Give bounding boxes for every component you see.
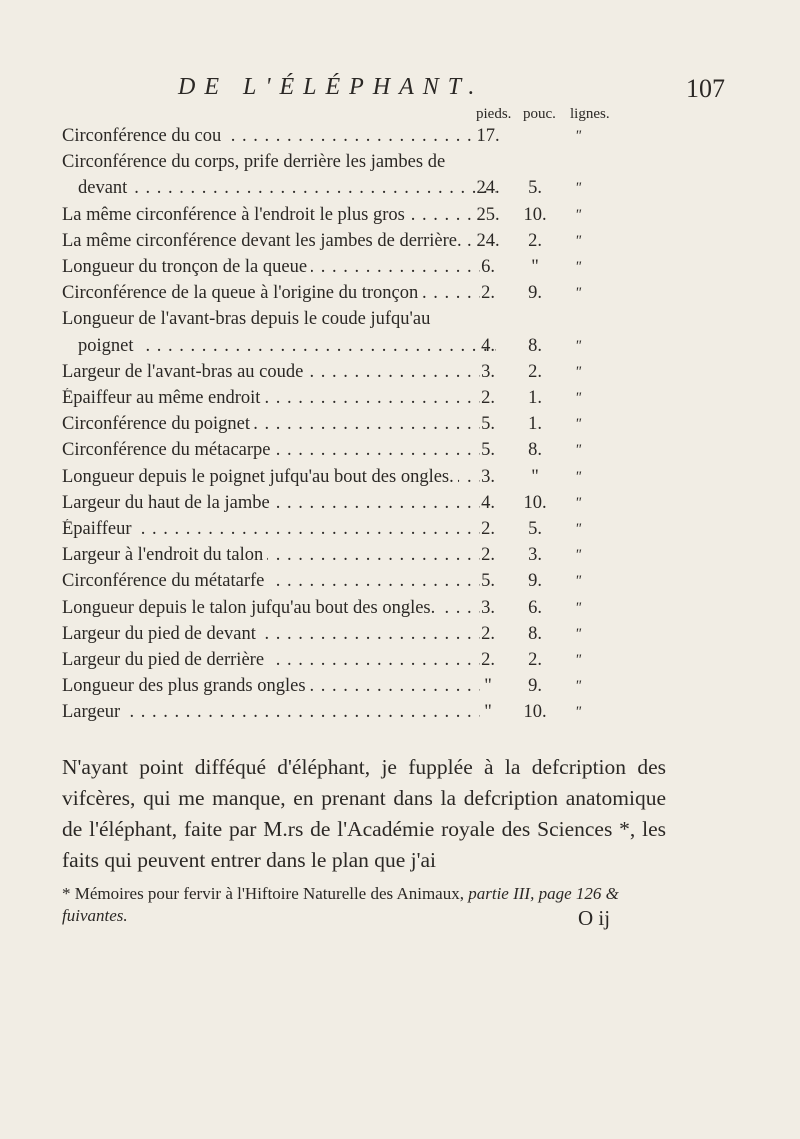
table-row (0, 126, 800, 152)
row-label (62, 545, 480, 566)
row-label (62, 467, 480, 488)
cell-pouc: 6. (528, 597, 542, 618)
row-label-text: poignet (78, 336, 138, 356)
row-label (62, 414, 480, 435)
row-label (62, 571, 480, 592)
row-label-text: Longueur depuis le talon jufqu'au bout des ongles. (62, 598, 439, 618)
row-label-text: Circonférence du métatarfe (62, 571, 268, 591)
table-row (0, 205, 800, 231)
table-row (0, 336, 800, 362)
cell-pouc: 5. (528, 519, 542, 539)
cell-pouc: 10. (523, 204, 547, 225)
row-label (62, 624, 480, 645)
cell-pouc: 9. (528, 571, 542, 592)
cell-pouc: 8. (528, 440, 542, 461)
cell-pieds: 2. (481, 623, 495, 644)
table-row (0, 414, 800, 440)
row-label (62, 519, 480, 540)
table-row (0, 467, 800, 493)
cell-pieds: 4. (481, 335, 495, 356)
row-label-text: Circonférence du métacarpe (62, 440, 275, 460)
table-row (0, 152, 800, 178)
cell-pieds: 3. (481, 466, 495, 487)
cell-pouc: 2. (528, 230, 542, 251)
column-headers (0, 106, 800, 126)
signature-mark: O ij (578, 906, 611, 930)
table-row (0, 676, 800, 702)
cell-pouc: 3. (528, 545, 542, 566)
table-row (0, 231, 800, 257)
row-label-text: Épaiffeur (62, 519, 136, 539)
row-label (62, 676, 480, 697)
row-label-text: Largeur de l'avant-bras au coude (62, 362, 307, 382)
cell-pieds: " (484, 676, 492, 697)
cell-pieds: 5. (481, 571, 495, 592)
row-label (62, 309, 480, 330)
row-label (62, 702, 480, 723)
cell-pouc: " (531, 466, 539, 487)
cell-lignes: " (574, 652, 582, 668)
row-label-text: Circonférence du poignet (62, 414, 254, 434)
cell-lignes: " (574, 180, 582, 197)
table-row (0, 571, 800, 597)
row-label-text: Circonférence de la queue à l'origine du tronçon (62, 283, 422, 303)
cell-lignes: " (574, 521, 582, 537)
row-label (62, 257, 480, 278)
cell-pouc: 8. (528, 623, 542, 644)
row-label (78, 336, 496, 357)
footnote-reference: partie III, page 126 & fuivantes. (62, 884, 619, 925)
cell-pieds: 2. (481, 283, 495, 304)
cell-lignes: " (574, 468, 582, 485)
page-header (0, 68, 800, 108)
row-label (62, 205, 480, 226)
cell-lignes: " (574, 128, 582, 144)
cell-lignes: " (574, 704, 582, 721)
table-row (0, 702, 800, 728)
cell-lignes: " (574, 678, 582, 695)
table-row (0, 650, 800, 676)
row-label-text: Longueur depuis le poignet jufqu'au bout des ongles. (62, 467, 458, 487)
cell-pieds: 25. (476, 204, 500, 225)
cell-lignes: " (574, 573, 582, 590)
row-label-text: Longueur du tronçon de la queue (62, 257, 311, 277)
cell-pieds: 5. (481, 440, 495, 461)
row-label-text: Largeur à l'endroit du talon (62, 545, 267, 565)
cell-pieds: 5. (481, 414, 495, 435)
cell-pouc: 10. (523, 702, 547, 723)
row-label-text: Épaiffeur au même endroit (62, 388, 264, 408)
table-row (0, 309, 800, 335)
row-label-text: Largeur du pied de derrière (62, 650, 268, 670)
row-label-text: Circonférence du cou (62, 126, 225, 146)
cell-lignes: " (574, 390, 582, 406)
cell-lignes: " (574, 599, 582, 616)
table-row (0, 493, 800, 519)
table-row (0, 624, 800, 650)
row-label-text: La même circonférence à l'endroit le plus gros (62, 205, 409, 225)
table-row (0, 362, 800, 388)
cell-pouc: 5. (528, 178, 542, 199)
row-label (62, 440, 480, 461)
column-header-pouc: pouc. (523, 106, 556, 122)
row-label-text: Circonférence du corps, prife derrière les jambes de (62, 152, 449, 172)
table-row (0, 283, 800, 309)
footnote-text: * Mémoires pour fervir à l'Hiftoire Naturelle des Animaux, (62, 884, 469, 903)
cell-lignes: " (574, 442, 582, 459)
row-label-text: La même circonférence devant les jambes de derrière. (62, 231, 466, 251)
table-row (0, 388, 800, 414)
cell-pieds: 3. (481, 597, 495, 618)
cell-pieds: 2. (481, 650, 495, 670)
row-label (62, 152, 480, 173)
row-label-text: Longueur des plus grands ongles (62, 676, 310, 696)
cell-pieds: 2. (481, 388, 495, 408)
row-label-text: devant (78, 178, 131, 198)
table-row (0, 519, 800, 545)
cell-pouc: 9. (528, 283, 542, 304)
cell-pieds: 24. (476, 178, 500, 199)
cell-pieds: 17. (476, 126, 500, 146)
running-head: DE L'ÉLÉPHANT. (178, 74, 484, 100)
cell-pouc: 10. (523, 492, 547, 513)
cell-pieds: " (484, 702, 492, 723)
cell-pouc: 1. (528, 414, 542, 435)
table-row (0, 440, 800, 466)
row-label-text: Largeur (62, 702, 124, 722)
row-label (78, 178, 496, 199)
cell-lignes: " (574, 416, 582, 433)
cell-lignes: " (574, 337, 582, 354)
cell-pieds: 3. (481, 361, 495, 382)
page-number: 107 (686, 74, 725, 103)
cell-pieds: 4. (481, 492, 495, 513)
cell-lignes: " (574, 206, 582, 223)
cell-pieds: 2. (481, 545, 495, 566)
cell-pieds: 6. (481, 257, 495, 277)
column-header-lignes: lignes. (570, 106, 610, 122)
cell-lignes: " (574, 285, 582, 302)
cell-pouc: 1. (528, 388, 542, 408)
row-label-text: Largeur du pied de devant (62, 624, 260, 644)
cell-lignes: " (574, 494, 582, 511)
body-paragraph: N'ayant point difféqué d'éléphant, je fupplée à la defcription des vifcères, qui me manque, en prenant dans la defcription anatomique de l'éléphant, faite par M.rs de l'Académie royale des Sciences *, les faits qui peuvent entrer dans le plan que j'ai (62, 754, 666, 872)
cell-lignes: " (574, 363, 582, 380)
table-row (0, 178, 800, 204)
row-label (62, 362, 480, 383)
row-label (62, 650, 480, 671)
cell-pieds: 2. (481, 519, 495, 539)
table-row (0, 257, 800, 283)
cell-lignes: " (574, 625, 582, 642)
cell-lignes: " (574, 259, 582, 275)
row-label (62, 493, 480, 514)
cell-pouc: 2. (528, 650, 542, 670)
cell-pouc: 9. (528, 676, 542, 697)
cell-pouc: " (531, 257, 539, 277)
cell-lignes: " (574, 547, 582, 564)
table-row (0, 545, 800, 571)
row-label (62, 126, 480, 147)
row-label (62, 283, 480, 304)
table-row (0, 598, 800, 624)
cell-pouc: 2. (528, 361, 542, 382)
cell-lignes: " (574, 232, 582, 249)
row-label-text: Longueur de l'avant-bras depuis le coude jufqu'au (62, 309, 434, 329)
row-label (62, 231, 480, 252)
row-label (62, 388, 480, 409)
row-label-text: Largeur du haut de la jambe (62, 493, 274, 513)
cell-pieds: 24. (476, 230, 500, 251)
cell-pouc: 8. (528, 335, 542, 356)
column-header-pieds: pieds. (476, 106, 512, 122)
row-label (62, 598, 480, 619)
